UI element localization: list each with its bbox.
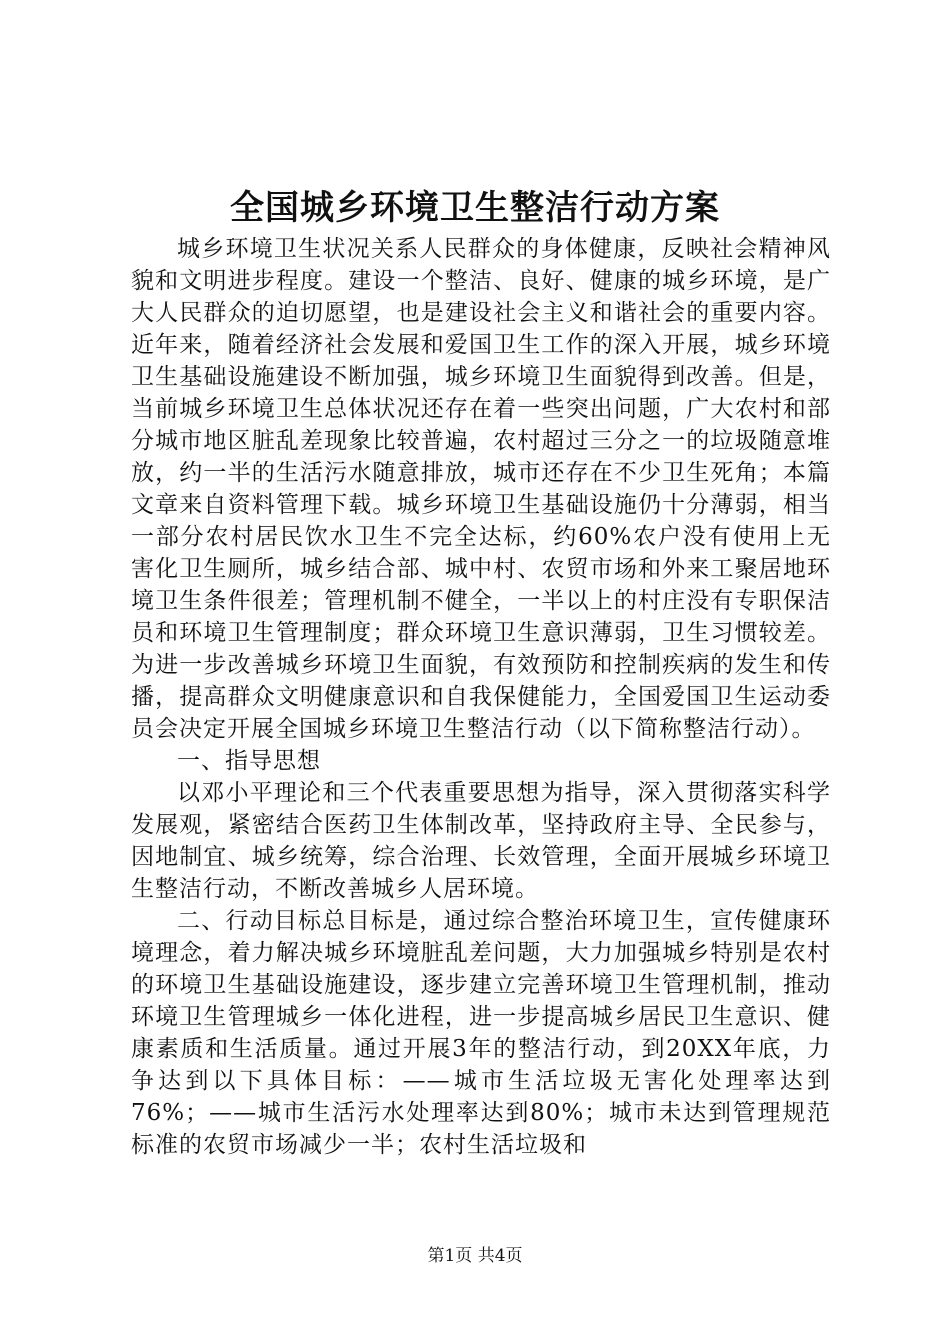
section-heading-guiding-thought: 一、指导思想 — [177, 748, 321, 774]
action-goals-paragraph: 二、行动目标总目标是，通过综合整治环境卫生，宣传健康环境理念，着力解决城乡环境脏乱差问题，大力加强城乡特别是农村的环境卫生基础设施建设，逐步建立完善环境卫生管理机制，推动环境卫生管理城乡一体化进程，进一步提高城乡居民卫生意识、健康素质和生活质量。通过开展3年的整洁行动，到20XX年底，力争达到以下具体目标：——城市生活垃圾无害化处理率达到76%；——城市生活污水处理率达到80%；城市未达到管理规范标准的农贸市场减少一半；农村生活垃圾和 — [131, 908, 831, 1158]
guiding-thought-paragraph: 以邓小平理论和三个代表重要思想为指导，深入贯彻落实科学发展观，紧密结合医药卫生体制改革，坚持政府主导、全民参与，因地制宜、城乡统筹，综合治理、长效管理，全面开展城乡环境卫生整洁行动，不断改善城乡人居环境。 — [131, 780, 831, 902]
intro-paragraph: 城乡环境卫生状况关系人民群众的身体健康，反映社会精神风貌和文明进步程度。建设一个整洁、良好、健康的城乡环境，是广大人民群众的迫切愿望，也是建设社会主义和谐社会的重要内容。近年来，随着经济社会发展和爱国卫生工作的深入开展，城乡环境卫生基础设施建设不断加强，城乡环境卫生面貌得到改善。但是，当前城乡环境卫生总体状况还存在着一些突出问题，广大农村和部分城市地区脏乱差现象比较普遍，农村超过三分之一的垃圾随意堆放，约一半的生活污水随意排放，城市还存在不少卫生死角；本篇文章来自资料管理下载。城乡环境卫生基础设施仍十分薄弱，相当一部分农村居民饮水卫生不完全达标，约60%农户没有使用上无害化卫生厕所，城乡结合部、城中村、农贸市场和外来工聚居地环境卫生条件很差；管理机制不健全，一半以上的村庄没有专职保洁员和环境卫生管理制度；群众环境卫生意识薄弱，卫生习惯较差。为进一步改善城乡环境卫生面貌，有效预防和控制疾病的发生和传播，提高群众文明健康意识和自我保健能力，全国爱国卫生运动委员会决定开展全国城乡环境卫生整洁行动（以下简称整洁行动）。 — [131, 236, 831, 742]
document-body — [131, 233, 831, 1161]
document-title: 全国城乡环境卫生整洁行动方案 — [230, 188, 720, 228]
page-number-footer: 第1页 共4页 — [427, 1246, 523, 1266]
